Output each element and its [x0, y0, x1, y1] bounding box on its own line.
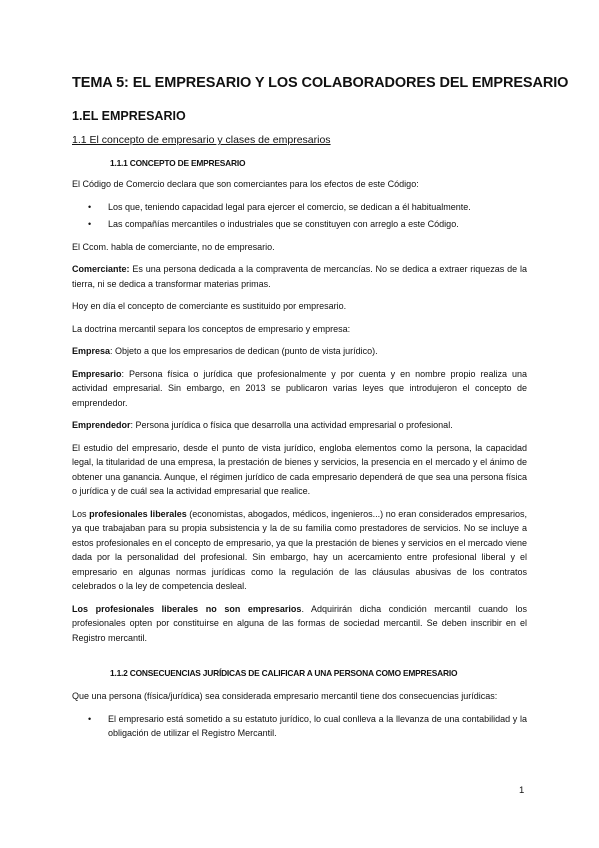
bullet-icon: •: [88, 201, 92, 212]
section-heading-1-1-1: 1.1.1 CONCEPTO DE EMPRESARIO: [110, 158, 246, 168]
page-number: 1: [519, 785, 525, 796]
bullet-list-consecuencias: [72, 712, 527, 741]
paragraph-text: . Adquirirán dicha condición mercantil cuando los profesionales opten por constituirse en alguna de las formas de sociedad mercantil. Se deben inscribir en el Registro mercantil.: [72, 603, 527, 643]
section-heading-1: 1.EL EMPRESARIO: [72, 109, 186, 123]
paragraph-hoy: Hoy en día el concepto de comerciante es sustituido por empresario.: [72, 301, 347, 311]
paragraph-profesionales: [72, 507, 527, 594]
definition-text: : Objeto a que los empresarios de dedican (punto de vista jurídico).: [110, 346, 378, 356]
paragraph-lead: Los: [72, 508, 90, 519]
definition-empresa: [72, 344, 527, 359]
definition-term: Comerciante:: [72, 264, 130, 274]
list-item: [72, 200, 527, 215]
list-item-text: El empresario está sometido a su estatuto jurídico, lo cual conlleva a la llevanza de una contabilidad y la obligación de utilizar el Registro Mercantil.: [108, 713, 527, 738]
paragraph-ccom: El Ccom. habla de comerciante, no de empresario.: [72, 241, 275, 252]
definition-term: Emprendedor: [72, 420, 131, 430]
bullet-icon: •: [88, 713, 92, 724]
definition-term: Los profesionales liberales no son empresarios: [72, 603, 302, 614]
list-item: [72, 217, 527, 232]
list-item-text: Las compañías mercantiles o industriales que se constituyen con arreglo a este Código.: [108, 219, 459, 229]
list-item-text: Los que, teniendo capacidad legal para ejercer el comercio, se dedican a él habitualmente.: [108, 201, 471, 212]
paragraph-estudio: El estudio del empresario, desde el punto de vista jurídico, engloba elementos como la persona, la capacidad legal, la titularidad de una empresa, la prestación de bienes y servicios, la presencia en el mercado y el ánimo de obtener una ganancia. Aunque, el régimen jurídico de cada empresario dependerá de que sea una persona física o jurídica y de cuál sea la actividad empresarial que realice.: [72, 442, 527, 496]
paragraph-text: (economistas, abogados, médicos, ingenieros...) no eran considerados empresarios, ya que trabajaban para su propia subsistencia y la de su familia como prestadores de servicios. No se incluye a estos profesionales en el concepto de empresario, ya que la prestación de bienes y servicios en el mercado viene dada por la personalidad del profesional. Sin embargo, hay un acercamiento entre profesional liberal y el empresario en algunas normas jurídicas como la regulación de las cláusulas abusivas de los contratos celebrados o la ley de competencia desleal.: [72, 508, 527, 591]
definition-empresario: [72, 367, 527, 411]
bullet-icon: •: [88, 219, 92, 229]
definition-comerciante: [72, 262, 527, 291]
definition-text: : Persona física o jurídica que profesionalmente y por cuenta y en nombre propio realiza una actividad empresarial. Sin embargo, en 2013 se publicaron varias leyes que introdujeron el concepto de emprendedor.: [72, 368, 527, 408]
document-title: TEMA 5: EL EMPRESARIO Y LOS COLABORADORES DEL EMPRESARIO: [72, 75, 569, 91]
paragraph-doctrina: La doctrina mercantil separa los conceptos de empresario y empresa:: [72, 323, 351, 334]
paragraph-codigo: El Código de Comercio declara que son comerciantes para los efectos de este Código:: [72, 179, 419, 189]
definition-term: Empresa: [72, 346, 111, 356]
definition-term: Empresario: [72, 368, 122, 379]
list-item: [72, 712, 527, 741]
definition-text: Es una persona dedicada a la compraventa de mercancías. No se dedica a extraer riquezas de la tierra, ni se dedica a transformar materias primas.: [72, 264, 527, 289]
definition-term: profesionales liberales: [89, 508, 187, 519]
definition-emprendedor: [72, 418, 527, 433]
bullet-list-comerciantes: [72, 200, 527, 232]
paragraph-no-empresarios: [72, 602, 527, 646]
definition-text: : Persona jurídica o física que desarrolla una actividad empresarial o profesional.: [130, 420, 453, 430]
section-heading-1-1-2: 1.1.2 CONSECUENCIAS JURÍDICAS DE CALIFICAR A UNA PERSONA COMO EMPRESARIO: [110, 668, 458, 678]
paragraph-consecuencias: Que una persona (física/jurídica) sea considerada empresario mercantil tiene dos consecuencias jurídicas:: [72, 691, 498, 701]
section-heading-1-1: 1.1 El concepto de empresario y clases de empresarios: [72, 134, 331, 146]
